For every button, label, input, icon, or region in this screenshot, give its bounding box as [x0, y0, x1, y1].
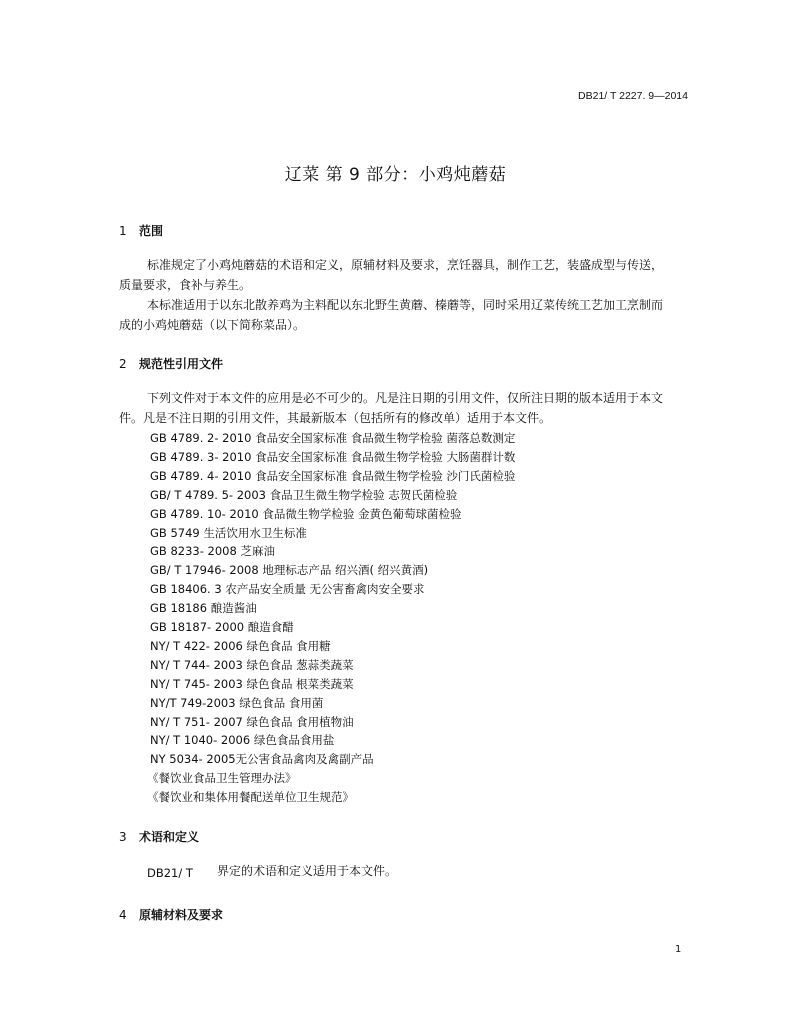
document-code: DB21/ T 2227. 9—2014: [578, 90, 688, 102]
scope-paragraph-1-line-1: 标准规定了小鸡炖蘑菇的术语和定义，原辅材料及要求，烹饪器具，制作工艺，装盛成型与传送，: [147, 258, 664, 272]
scope-paragraph-2-line-2: 成的小鸡炖蘑菇（以下简称菜品）。: [119, 318, 306, 332]
reference-item: GB 4789. 2- 2010 食品安全国家标准 食品微生物学检验 菌落总数测定: [150, 431, 516, 445]
reference-item: NY/ T 1040- 2006 绿色食品食用盐: [150, 733, 335, 748]
reference-item: 《餐饮业和集体用餐配送单位卫生规范》: [147, 790, 354, 805]
reference-item: NY/ T 745- 2003 绿色食品 根菜类蔬菜: [150, 676, 354, 691]
scope-paragraph-1-line-2: 质量要求，食补与养生。: [119, 278, 252, 292]
section-number: 2: [119, 357, 127, 371]
section-1-heading: [119, 222, 163, 239]
reference-item: NY 5034- 2005无公害食品禽肉及禽副产品: [150, 752, 374, 767]
terms-definition-text: 界定的术语和定义适用于本文件。: [217, 864, 398, 878]
section-number: 4: [119, 908, 127, 922]
reference-item: GB 4789. 3- 2010 食品安全国家标准 食品微生物学检验 大肠菌群计数: [150, 449, 516, 464]
section-2-heading: [119, 355, 223, 372]
section-number: 1: [119, 224, 127, 238]
reference-item: GB 18406. 3 农产品安全质量 无公害畜禽肉安全要求: [150, 582, 425, 597]
section-title: 范围: [139, 224, 164, 238]
reference-item: 《餐饮业食品卫生管理办法》: [147, 771, 297, 786]
reference-item: NY/ T 422- 2006 绿色食品 食用糖: [150, 638, 331, 653]
reference-item: GB 8233- 2008 芝麻油: [150, 544, 275, 559]
reference-item: GB/ T 17946- 2008 地理标志产品 绍兴酒( 绍兴黄酒): [150, 563, 429, 578]
reference-item: NY/ T 751- 2007 绿色食品 食用植物油: [150, 714, 354, 729]
reference-item: GB 18187- 2000 酿造食醋: [150, 620, 294, 634]
section-number: 3: [119, 830, 127, 844]
terms-standard-code: DB21/ T: [147, 866, 193, 880]
section-title: 规范性引用文件: [139, 357, 224, 371]
normative-intro-line-2: 件。凡是不注日期的引用文件，其最新版本（包括所有的修改单）适用于本文件。: [119, 411, 552, 425]
section-3-heading: [119, 828, 199, 845]
reference-item: NY/T 749-2003 绿色食品 食用菌: [150, 695, 324, 710]
reference-item: GB/ T 4789. 5- 2003 食品卫生微生物学检验 志贺氏菌检验: [150, 487, 458, 502]
section-4-heading: [119, 906, 223, 923]
reference-item: GB 5749 生活饮用水卫生标准: [150, 525, 307, 540]
reference-item: GB 4789. 4- 2010 食品安全国家标准 食品微生物学检验 沙门氏菌检验: [150, 468, 516, 483]
page-title: 辽菜 第 9 部分：小鸡炖蘑菇: [284, 165, 507, 185]
section-title: 术语和定义: [139, 830, 200, 844]
page-number: 1: [675, 944, 682, 955]
normative-intro-line-1: 下列文件对于本文件的应用是必不可少的。凡是注日期的引用文件，仅所注日期的版本适用于本文: [147, 391, 664, 405]
scope-paragraph-2-line-1: 本标准适用于以东北散养鸡为主料配以东北野生黄蘑、榛蘑等，同时采用辽菜传统工艺加工烹制而: [147, 298, 664, 312]
reference-item: GB 4789. 10- 2010 食品微生物学检验 金黄色葡萄球菌检验: [150, 506, 462, 521]
section-title: 原辅材料及要求: [139, 908, 224, 922]
reference-item: NY/ T 744- 2003 绿色食品 葱蒜类蔬菜: [150, 657, 354, 672]
reference-item: GB 18186 酿造酱油: [150, 601, 257, 616]
